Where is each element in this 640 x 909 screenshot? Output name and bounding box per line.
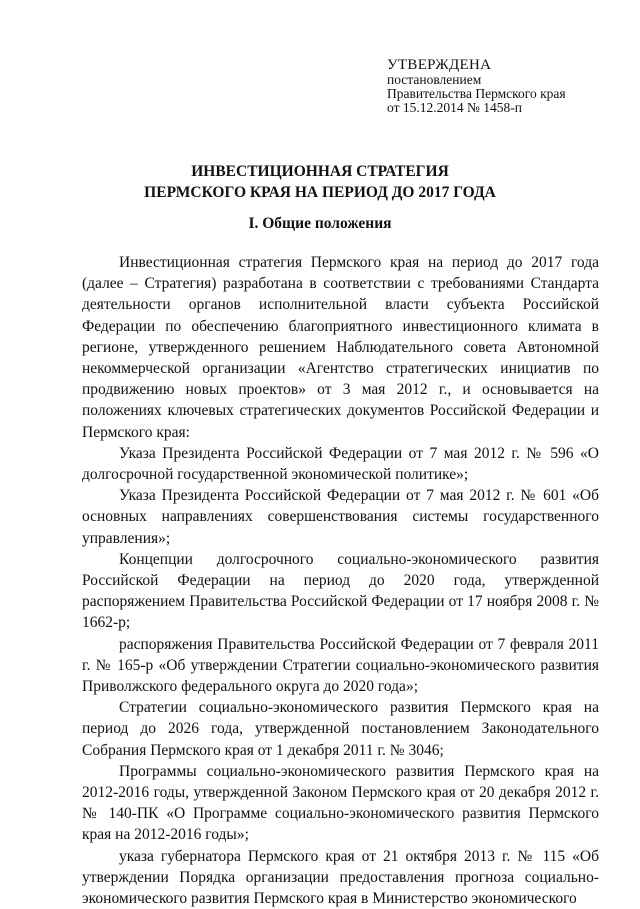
approval-line-1: постановлением — [387, 72, 482, 87]
document-title — [0, 161, 640, 203]
approval-line-3: от 15.12.2014 № 1458-п — [387, 100, 522, 115]
document-title-line-2: ПЕРМСКОГО КРАЯ НА ПЕРИОД ДО 2017 ГОДА — [144, 184, 496, 201]
section-heading: I. Общие положения — [248, 215, 392, 232]
paragraph-governor-decree-115: указа губернатора Пермского края от 21 октября 2013 г. № 115 «Об утверждении Порядка организации предоставления прогноза социально-экономического развития Пермского края в Министерство экономического — [82, 847, 599, 908]
approval-stamp: УТВЕРЖДЕНА — [387, 57, 492, 73]
paragraph-order-165: распоряжения Правительства Российской Федерации от 7 февраля 2011 г. № 165-р «Об утверждении Стратегии социально-экономического развития Приволжского федерального округа до 2020 года»; — [82, 635, 599, 696]
paragraph-concept-2020: Концепции долгосрочного социально-экономического развития Российской Федерации на период до 2020 года, утвержденной распоряжением Правительства Российской Федерации от 17 ноября 2008 г. № 1662-р; — [82, 550, 599, 632]
document-title-line-1: ИНВЕСТИЦИОННАЯ СТРАТЕГИЯ — [191, 163, 449, 180]
paragraph-program-2012-2016: Программы социально-экономического развития Пермского края на 2012-2016 годы, утвержденной Законом Пермского края от 20 декабря 2012 г. № 140-ПК «О Программе социально-экономического развития Пермского края на 2012-2016 годы»; — [82, 762, 599, 844]
paragraph-decree-596: Указа Президента Российской Федерации от 7 мая 2012 г. № 596 «О долгосрочной государственной экономической политике»; — [82, 444, 599, 484]
paragraph-intro: Инвестиционная стратегия Пермского края на период до 2017 года (далее – Стратегия) разработана в соответствии с требованиями Стандарта деятельности органов исполнительной власти субъекта Российской Федерации по обеспечению благоприятного инвестиционного климата в регионе, утвержденного решением Наблюдательного совета Автономной некоммерческой организации «Агентство стратегических инициатив по продвижению новых проектов» от 3 мая 2012 г., и основывается на положениях ключевых стратегических документов Российской Федерации и Пермского края: — [82, 254, 599, 441]
document-body — [82, 252, 599, 909]
approval-block — [387, 58, 566, 115]
approval-line-2: Правительства Пермского края — [387, 86, 566, 101]
paragraph-strategy-2026: Стратегии социально-экономического развития Пермского края на период до 2026 года, утвержденной постановлением Законодательного Собрания Пермского края от 1 декабря 2011 г. № 3046; — [82, 699, 599, 759]
paragraph-decree-601: Указа Президента Российской Федерации от 7 мая 2012 г. № 601 «Об основных направлениях совершенствования системы государственного управления»; — [82, 487, 599, 547]
